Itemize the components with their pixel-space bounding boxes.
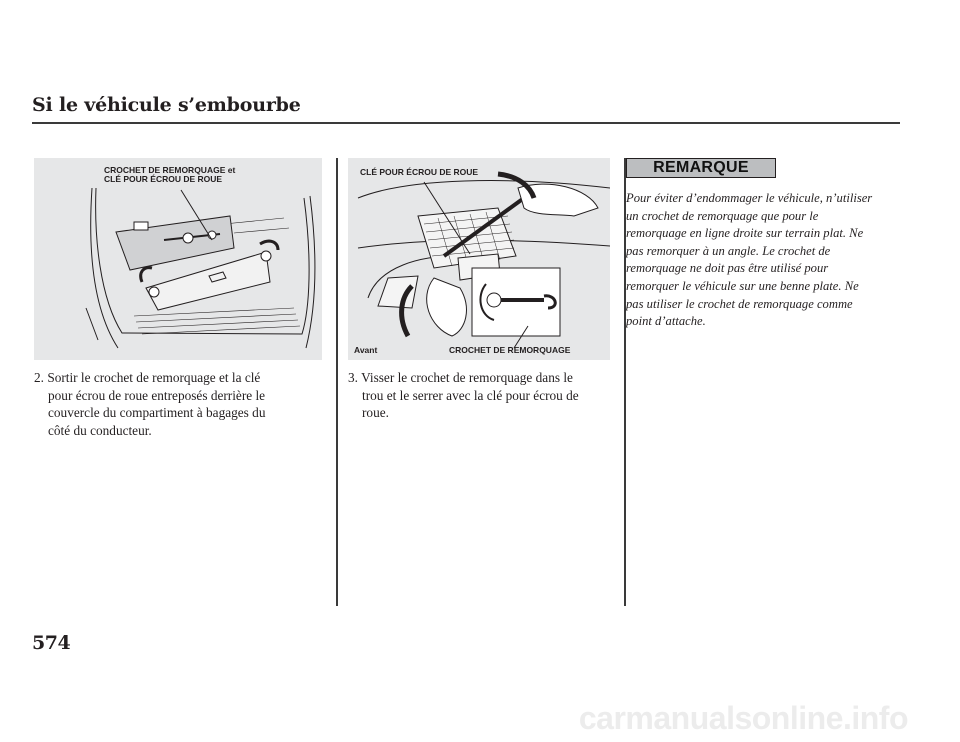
title-divider: [32, 122, 900, 124]
figure-tow-hook-install: [348, 158, 610, 360]
tow-hook-install-illustration: [348, 158, 610, 360]
remarque-line: remorquage en ligne droite sur terrain plat. Ne: [626, 226, 864, 241]
step-3-first-line: [348, 369, 618, 387]
figure-left-label-2: CLÉ POUR ÉCROU DE ROUE: [104, 174, 223, 184]
step-3: [348, 369, 618, 422]
remarque-line: un crochet de remorquage que pour le: [626, 208, 819, 223]
figure-right-label-bottom-right: CROCHET DE REMORQUAGE: [449, 345, 571, 355]
step-3-line-3: roue.: [362, 405, 389, 420]
remarque-line: Pour éviter d’endommager le véhicule, n’utiliser: [626, 191, 873, 205]
watermark: carmanualsonline.info: [578, 700, 908, 736]
column-divider-1: [336, 158, 338, 606]
step-2-line-3: couvercle du compartiment à bagages du: [48, 405, 266, 420]
trunk-compartment-illustration: [34, 158, 322, 360]
step-3-line-2: trou et le serrer avec la clé pour écrou de: [362, 387, 579, 403]
figure-trunk-compartment: [34, 158, 322, 360]
figure-right-label-top: CLÉ POUR ÉCROU DE ROUE: [360, 167, 479, 177]
remarque-text: [626, 190, 908, 331]
remarque-line: remorquer le véhicule sur une benne plate. Ne: [626, 278, 859, 293]
remarque-line: remorquage ne doit pas être utilisé pour: [626, 261, 829, 276]
figure-right-label-bottom-left: Avant: [354, 345, 378, 355]
figure-left-label-1: CROCHET DE REMORQUAGE et: [104, 165, 236, 175]
step-2-text: Sortir le crochet de remorquage et la clé: [47, 370, 261, 385]
step-3-text: Visser le crochet de remorquage dans le: [361, 370, 573, 385]
remarque-line: pas utiliser le crochet de remorquage comme: [626, 296, 853, 311]
section-title: Si le véhicule s’embourbe: [32, 94, 301, 116]
remarque-line: pas remorquer à un angle. Le crochet de: [626, 243, 831, 258]
step-3-number: 3.: [348, 370, 358, 385]
step-2-line-4: côté du conducteur.: [48, 422, 152, 438]
remarque-badge: REMARQUE: [626, 158, 776, 178]
page-number: 574: [32, 632, 71, 654]
step-2: [34, 369, 330, 439]
step-2-first-line: [34, 369, 330, 387]
remarque-line: point d’attache.: [626, 314, 706, 329]
step-2-number: 2.: [34, 370, 44, 385]
step-2-line-2: pour écrou de roue entreposés derrière le: [48, 387, 266, 403]
